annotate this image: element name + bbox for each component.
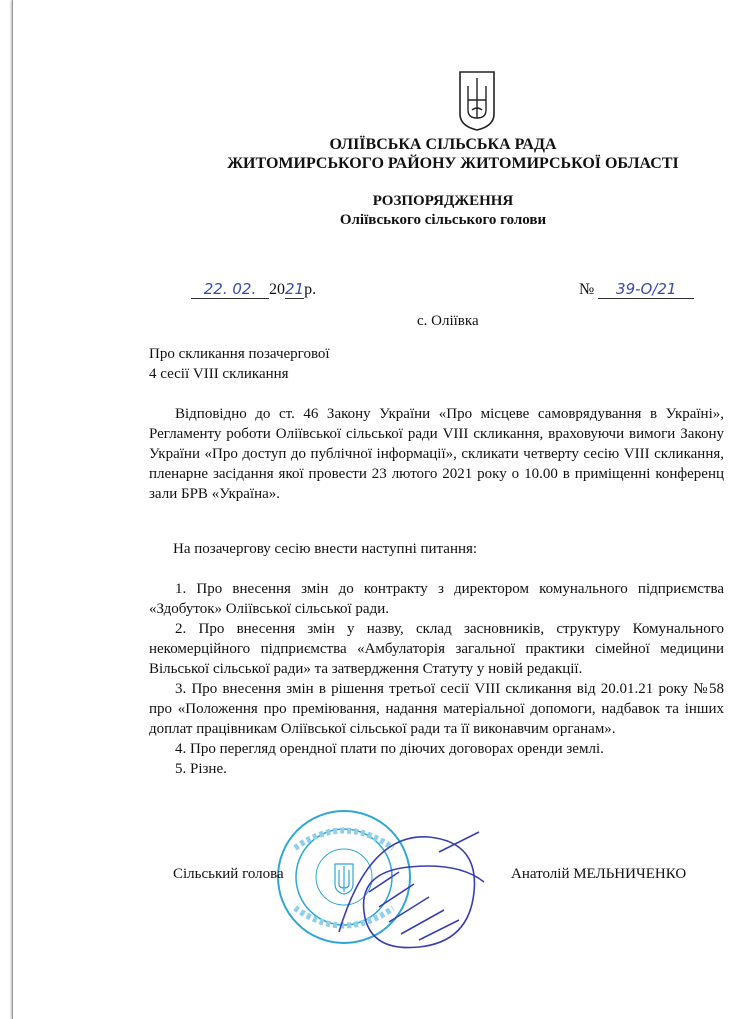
agenda-item: 5. Різне. (175, 761, 227, 777)
agenda-item: 4. Про перегляд орендної плати по діючих договорах оренди землі. (175, 741, 604, 757)
agenda-intro: На позачергову сесію внести наступні питання: (173, 541, 478, 557)
agenda-list (149, 579, 724, 779)
place: с. Оліївка (417, 313, 479, 329)
body-paragraph: Відповідно до ст. 46 Закону України «Про місцеве самоврядування в Україні», Регламенту роботи Оліївської сільської ради VIII скликання, враховуючи вимоги Закону України «Про доступ до публічної інформації», скликати четверту сесію VIII скликання, пленарне засідання якої провести 23 лютого 2021 року о 10.00 в приміщенні конференц зали БРВ «Україна». (149, 406, 724, 502)
number-handwritten: 39-О/21 (598, 280, 694, 299)
subject: Про скликання позачергової 4 сесії VIII скликання (149, 346, 330, 382)
number-line: № 39-О/21 (579, 280, 694, 299)
document-issuer: Оліївського сільського голови (339, 212, 547, 228)
council-name: ОЛІЇВСЬКА СІЛЬСЬКА РАДА (329, 136, 557, 153)
signatory-position: Сільський голова (173, 866, 284, 882)
agenda-item: 3. Про внесення змін в рішення третьої сесії VIII скликання від 20.01.21 року №58 про «Положення про преміювання, надання матеріальної допомоги, надбавок та інших доплат працівникам Оліївської сільської ради та її виконавчим органам». (149, 681, 724, 737)
date-line: 22. 02. 2021р. (191, 280, 316, 299)
coat-of-arms-icon (458, 70, 496, 132)
district-name: ЖИТОМИРСЬКОГО РАЙОНУ ЖИТОМИРСЬКОЇ ОБЛАСТІ (227, 155, 679, 172)
signature (309, 812, 509, 962)
agenda-item: 1. Про внесення змін до контракту з директором комунального підприємства «Здобуток» Оліївської сільської ради. (149, 581, 724, 617)
signatory-name: Анатолій МЕЛЬНИЧЕНКО (511, 866, 687, 882)
date-handwritten: 22. 02. (191, 280, 269, 299)
document-type: РОЗПОРЯДЖЕННЯ (372, 193, 514, 209)
document-page (12, 0, 733, 1019)
year-handwritten: 21 (285, 280, 305, 298)
agenda-item: 2. Про внесення змін у назву, склад засновників, структуру Комунального некомерційного підприємства «Амбулаторія загальної практики сімейної медицини Вільської сільської ради» та затвердження Статуту у новій редакції. (149, 621, 724, 677)
